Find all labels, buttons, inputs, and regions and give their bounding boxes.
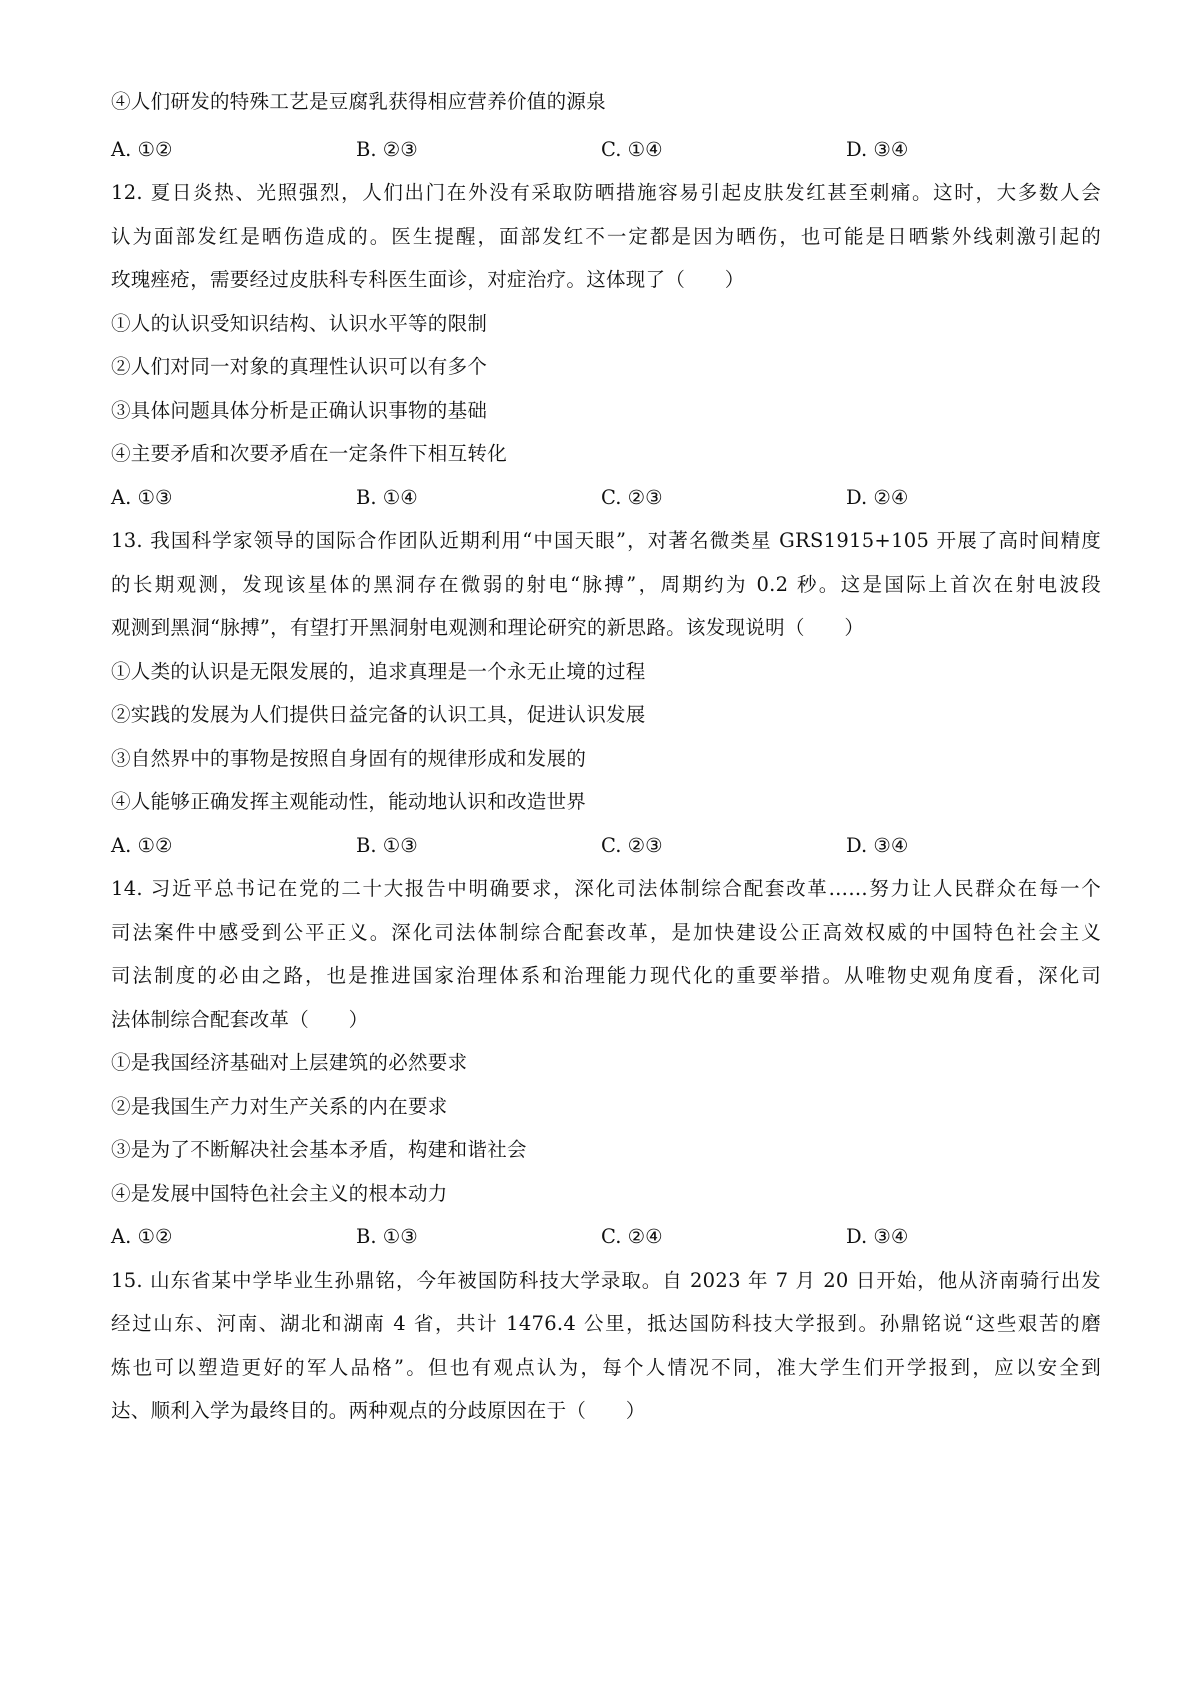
q12-statement-2: ②人们对同一对象的真理性认识可以有多个 xyxy=(111,355,488,378)
q14-option-d: D. ③④ xyxy=(846,1225,909,1248)
q14-statement-2: ②是我国生产力对生产关系的内在要求 xyxy=(111,1095,448,1118)
q13-statement-4: ④人能够正确发挥主观能动性，能动地认识和改造世界 xyxy=(111,790,587,813)
q11-option-b: B. ②③ xyxy=(356,138,418,161)
q13-stem-line-2: 的长期观测，发现该星体的黑洞存在微弱的射电“脉搏”，周期约为 0.2 秒。这是国际上首次在射电波段 xyxy=(111,573,1101,596)
q12-stem-line-2: 认为面部发红是晒伤造成的。医生提醒，面部发红不一定都是因为晒伤，也可能是日晒紫外线刺激引起的 xyxy=(111,225,1101,248)
q12-option-a: A. ①③ xyxy=(111,486,173,509)
q15-stem-line-1: 15. 山东省某中学毕业生孙鼎铭，今年被国防科技大学录取。自 2023 年 7 月 20 日开始，他从济南骑行出发 xyxy=(111,1269,1101,1292)
q13-option-a: A. ①② xyxy=(111,834,173,857)
q12-option-d: D. ②④ xyxy=(846,486,909,509)
q14-statement-4: ④是发展中国特色社会主义的根本动力 xyxy=(111,1182,448,1205)
q12-statement-1: ①人的认识受知识结构、认识水平等的限制 xyxy=(111,312,488,335)
q15-stem-line-2: 经过山东、河南、湖北和湖南 4 省，共计 1476.4 公里，抵达国防科技大学报到。孙鼎铭说“这些艰苦的磨 xyxy=(111,1312,1101,1335)
q12-statement-3: ③具体问题具体分析是正确认识事物的基础 xyxy=(111,399,488,422)
q14-stem-line-3: 司法制度的必由之路，也是推进国家治理体系和治理能力现代化的重要举措。从唯物史观角度看，深化司 xyxy=(111,964,1101,987)
q13-option-c: C. ②③ xyxy=(601,834,663,857)
q13-statement-3: ③自然界中的事物是按照自身固有的规律形成和发展的 xyxy=(111,747,587,770)
q14-stem-line-2: 司法案件中感受到公平正义。深化司法体制综合配套改革，是加快建设公正高效权威的中国特色社会主义 xyxy=(111,921,1101,944)
q13-stem-line-1: 13. 我国科学家领导的国际合作团队近期利用“中国天眼”，对著名微类星 GRS1915+105 开展了高时间精度 xyxy=(111,529,1101,552)
q11-option-d: D. ③④ xyxy=(846,138,909,161)
q14-stem-line-4: 法体制综合配套改革（ ） xyxy=(111,1008,369,1031)
q14-option-c: C. ②④ xyxy=(601,1225,663,1248)
q14-statement-1: ①是我国经济基础对上层建筑的必然要求 xyxy=(111,1051,468,1074)
q11-option-c: C. ①④ xyxy=(601,138,663,161)
q12-option-b: B. ①④ xyxy=(356,486,418,509)
q15-stem-line-4: 达、顺利入学为最终目的。两种观点的分歧原因在于（ ） xyxy=(111,1399,646,1422)
q11-statement-4: ④人们研发的特殊工艺是豆腐乳获得相应营养价值的源泉 xyxy=(111,90,607,113)
q14-option-b: B. ①③ xyxy=(356,1225,418,1248)
q14-statement-3: ③是为了不断解决社会基本矛盾，构建和谐社会 xyxy=(111,1138,527,1161)
q13-option-d: D. ③④ xyxy=(846,834,909,857)
q12-option-c: C. ②③ xyxy=(601,486,663,509)
q13-statement-2: ②实践的发展为人们提供日益完备的认识工具，促进认识发展 xyxy=(111,703,646,726)
q11-option-a: A. ①② xyxy=(111,138,173,161)
q13-stem-line-3: 观测到黑洞“脉搏”，有望打开黑洞射电观测和理论研究的新思路。该发现说明（ ） xyxy=(111,616,865,639)
q12-stem-line-3: 玫瑰痤疮，需要经过皮肤科专科医生面诊，对症治疗。这体现了（ ） xyxy=(111,268,745,291)
q15-stem-line-3: 炼也可以塑造更好的军人品格”。但也有观点认为，每个人情况不同，准大学生们开学报到，应以安全到 xyxy=(111,1356,1101,1379)
q13-statement-1: ①人类的认识是无限发展的，追求真理是一个永无止境的过程 xyxy=(111,660,646,683)
q12-stem-line-1: 12. 夏日炎热、光照强烈，人们出门在外没有采取防晒措施容易引起皮肤发红甚至刺痛。这时，大多数人会 xyxy=(111,181,1101,204)
q13-option-b: B. ①③ xyxy=(356,834,418,857)
q12-statement-4: ④主要矛盾和次要矛盾在一定条件下相互转化 xyxy=(111,442,508,465)
q14-stem-line-1: 14. 习近平总书记在党的二十大报告中明确要求，深化司法体制综合配套改革……努力让人民群众在每一个 xyxy=(111,877,1101,900)
q14-option-a: A. ①② xyxy=(111,1225,173,1248)
